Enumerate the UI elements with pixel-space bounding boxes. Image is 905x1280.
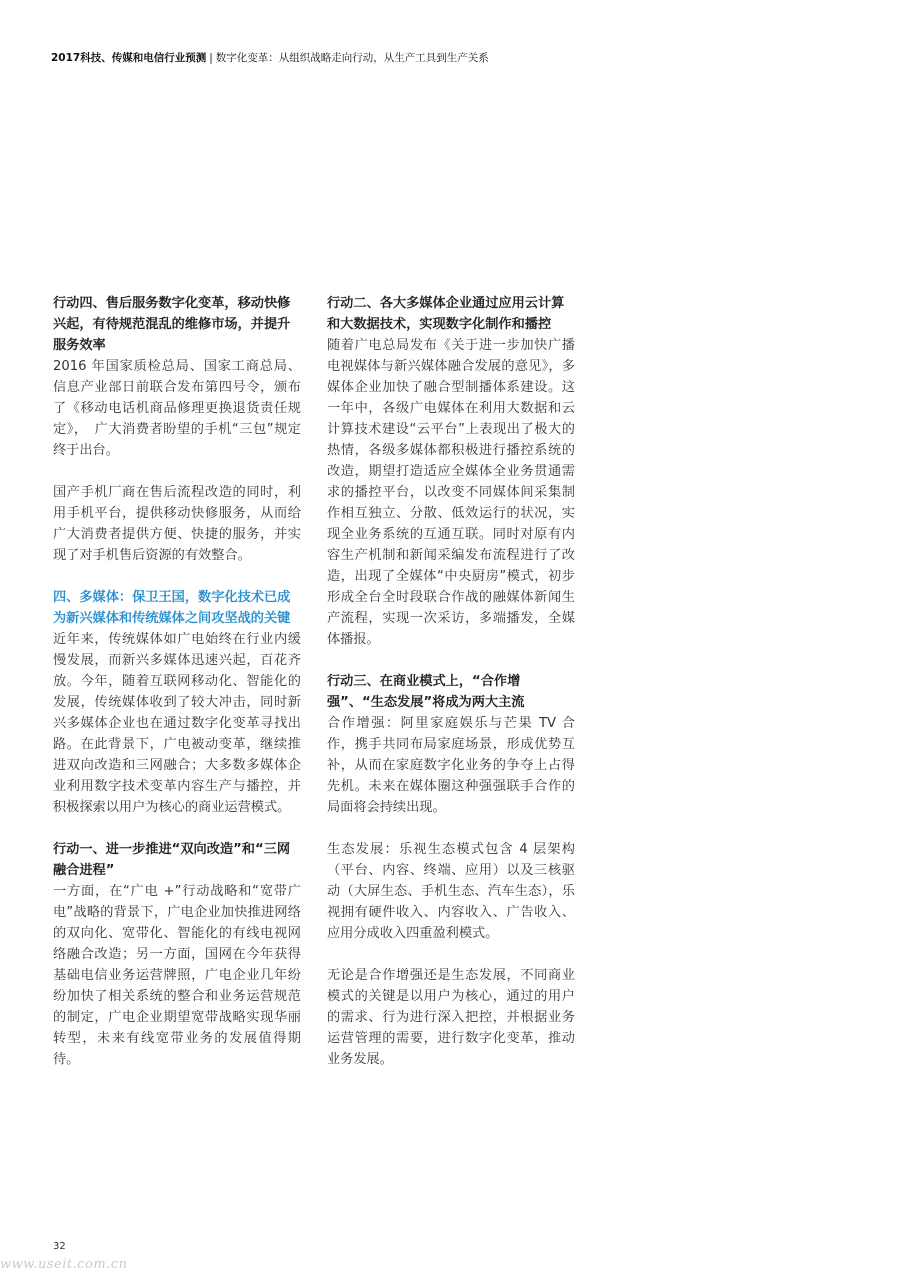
page-number: 32 xyxy=(53,1241,66,1252)
report-subtitle: 数字化变革：从组织战略走向行动，从生产工具到生产关系 xyxy=(215,52,489,64)
section-heading-action-three: 行动三、在商业模式上，“合作增强”、“生态发展”将成为两大主流 xyxy=(327,674,525,710)
paragraph: 合作增强：阿里家庭娱乐与芒果 TV 合作，携手共同布局家庭场景，形成优势互补，从而在家庭数字化业务的争夺上占得先机。未来在媒体圈这种强强联手合作的局面将会持续出现。 xyxy=(327,716,575,815)
chapter-heading-multimedia: 四、多媒体：保卫王国，数字化技术已成为新兴媒体和传统媒体之间攻坚战的关键 xyxy=(53,590,291,626)
running-header xyxy=(51,51,871,65)
paragraph: 无论是合作增强还是生态发展，不同商业模式的关键是以用户为核心，通过的用户的需求、行为进行深入把控，并根据业务运营管理的需要，进行数字化变革，推动业务发展。 xyxy=(327,968,575,1067)
left-column xyxy=(53,293,301,1070)
header-separator: | xyxy=(209,52,213,64)
paragraph: 国产手机厂商在售后流程改造的同时，利用手机平台，提供移动快修服务，从而给广大消费者提供方便、快捷的服务，并实现了对手机售后资源的有效整合。 xyxy=(53,485,301,563)
paragraph: 生态发展：乐视生态模式包含 4 层架构（平台、内容、终端、应用）以及三核驱动（大屏生态、手机生态、汽车生态），乐视拥有硬件收入、内容收入、广告收入、应用分成收入四重盈利模式。 xyxy=(327,842,575,941)
paragraph: 2016 年国家质检总局、国家工商总局、信息产业部日前联合发布第四号令，颁布了《移动电话机商品修理更换退货责任规定》， 广大消费者盼望的手机“三包”规定终于出台。 xyxy=(53,359,301,458)
site-watermark: www.useit.com.cn xyxy=(0,1257,128,1272)
paragraph: 近年来，传统媒体如广电始终在行业内缓慢发展，而新兴多媒体迅速兴起，百花齐放。今年，随着互联网移动化、智能化的发展，传统媒体收到了较大冲击，同时新兴多媒体企业也在通过数字化变革寻找出路。在此背景下，广电被动变革，继续推进双向改造和三网融合；大多数多媒体企业利用数字技术变革内容生产与播控，并积极探索以用户为核心的商业运营模式。 xyxy=(53,632,301,815)
paragraph: 一方面，在“广电 +”行动战略和“宽带广电”战略的背景下，广电企业加快推进网络的双向化、宽带化、智能化的有线电视网络融合改造；另一方面，国网在今年获得基础电信业务运营牌照，广电企业几年纷纷加快了相关系统的整合和业务运营规范的制定，广电企业期望宽带战略实现华丽转型，未来有线宽带业务的发展值得期待。 xyxy=(53,884,301,1067)
paragraph: 随着广电总局发布《关于进一步加快广播电视媒体与新兴媒体融合发展的意见》，多媒体企业加快了融合型制播体系建设。这一年中，各级广电媒体在利用大数据和云计算技术建设“云平台”上表现出了极大的热情，各级多媒体都积极进行播控系统的改造，期望打造适应全媒体全业务贯通需求的播控平台，以改变不同媒体间采集制作相互独立、分散、低效运行的状况，实现全业务系统的互通互联。同时对原有内容生产机制和新闻采编发布流程进行了改造，出现了全媒体“中央厨房”模式，初步形成全台全时段联合作战的融媒体新闻生产流程，实现一次采访，多端播发，全媒体播报。 xyxy=(327,338,575,647)
section-heading-action-two: 行动二、各大多媒体企业通过应用云计算和大数据技术，实现数字化制作和播控 xyxy=(327,296,565,332)
right-column xyxy=(327,293,575,1070)
report-title: 2017科技、传媒和电信行业预测 xyxy=(51,52,207,64)
section-heading-action-one: 行动一、进一步推进“双向改造”和“三网融合进程” xyxy=(53,842,291,878)
section-heading-action-four: 行动四、售后服务数字化变革，移动快修兴起，有待规范混乱的维修市场，并提升服务效率 xyxy=(53,296,291,353)
